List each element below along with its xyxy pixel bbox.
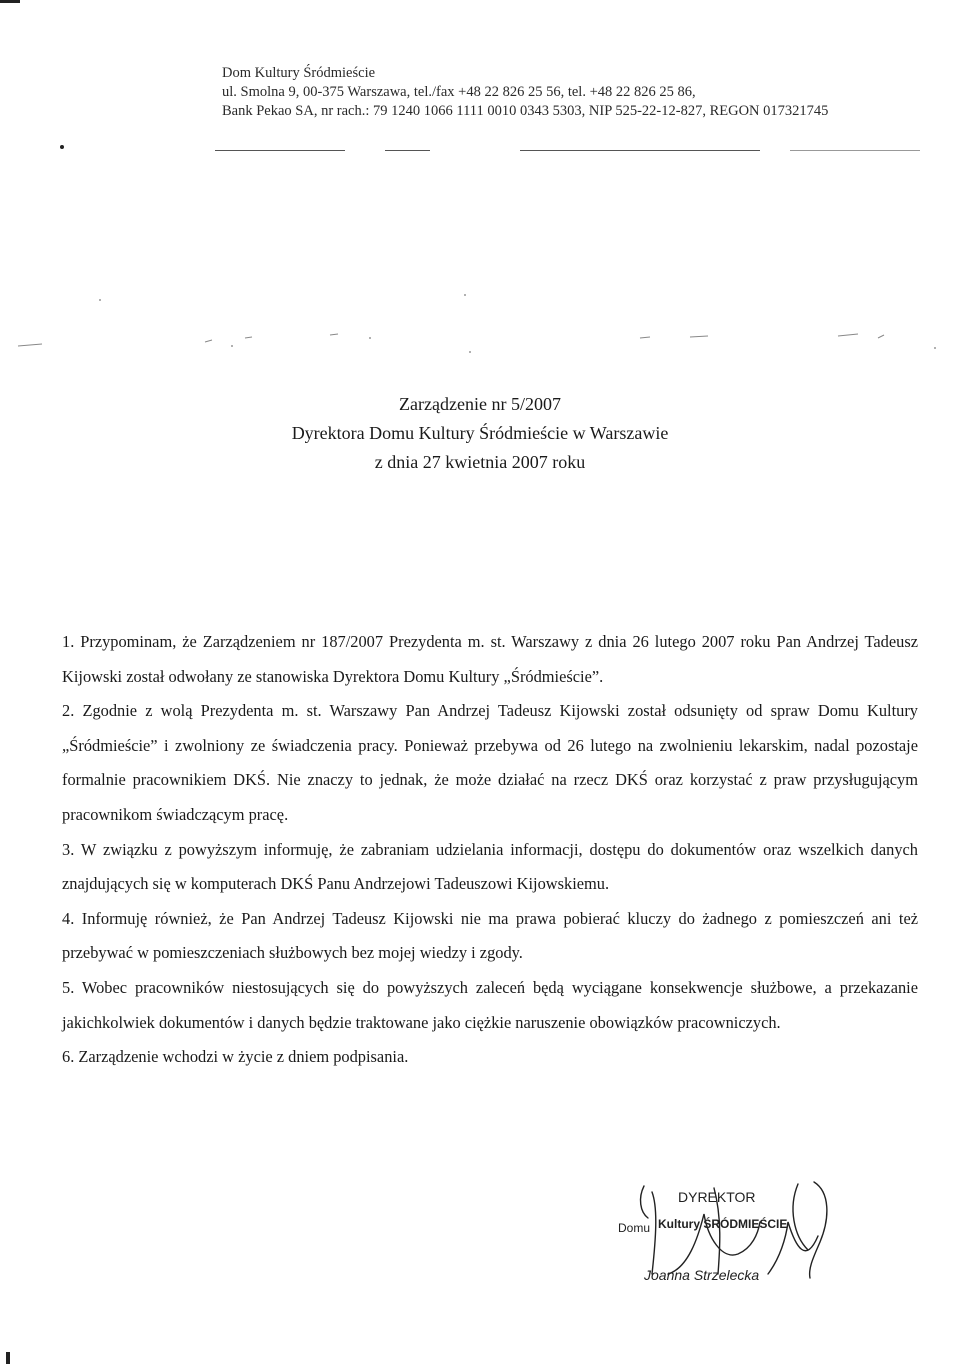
stamp-signatory: Joanna Strzelecka: [644, 1267, 760, 1283]
letterhead-rule-2: [385, 150, 430, 151]
scan-artifact-dot: [60, 145, 64, 149]
letterhead: [222, 64, 942, 121]
signature-stroke-6: [810, 1182, 827, 1278]
title-line-2: Dyrektora Domu Kultury Śródmieście w Warszawie: [291, 423, 669, 443]
letterhead-address: ul. Smolna 9, 00-375 Warszawa, tel./fax +48 22 826 25 56, tel. +48 22 826 25 86,: [222, 84, 696, 100]
point-3: 3. W związku z powyższym informuję, że zabraniam udzielania informacji, dostępu do dokumentów oraz wszelkich danych znajdujących się w komputerach DKŚ Panu Andrzejowi Tadeuszowi Kijowskiemu.: [62, 839, 918, 894]
point-5: 5. Wobec pracowników niestosujących się do powyższych zaleceń będą wyciągane konsekwencje służbowe, a przekazanie jakichkolwiek dokumentów i danych będzie traktowane jako ciężkie naruszenie obowiązków pracowniczych.: [62, 977, 918, 1032]
document-title: [0, 390, 960, 477]
signature-stroke-2: [652, 1192, 656, 1274]
scan-artifact-bottom: [6, 1352, 10, 1364]
stamp-line-2-name: Kultury ŚRÓDMIEŚCIE: [658, 1217, 788, 1231]
title-line-3: z dnia 27 kwietnia 2007 roku: [374, 452, 586, 472]
stamp-line-2-prefix: Domu: [618, 1221, 651, 1235]
director-stamp: [618, 1178, 838, 1288]
scan-artifact-top: [0, 0, 20, 3]
stamp-line-1: DYREKTOR: [678, 1189, 756, 1205]
signature-stroke-1: [641, 1186, 648, 1218]
scan-specks: [0, 290, 960, 370]
letterhead-rule-1: [215, 150, 345, 151]
letterhead-rule-3: [520, 150, 760, 151]
letterhead-rule-4: [790, 150, 920, 151]
letterhead-bank: Bank Pekao SA, nr rach.: 79 1240 1066 1111 0010 0343 5303, NIP 525-22-12-827, REGON 017321745: [222, 103, 829, 119]
point-1: 1. Przypominam, że Zarządzeniem nr 187/2007 Prezydenta m. st. Warszawy z dnia 26 lutego 2007 roku Pan Andrzej Tadeusz Kijowski został odwołany ze stanowiska Dyrektora Domu Kultury „Śródmieście”.: [62, 632, 918, 686]
point-2: 2. Zgodnie z wolą Prezydenta m. st. Warszawy Pan Andrzej Tadeusz Kijowski został odsunięty od spraw Domu Kultury „Śródmieście” i zwolniony ze świadczenia pracy. Ponieważ przebywa od 26 lutego na zwolnieniu lekarskim, nadal pozostaje formalnie pracownikiem DKŚ. Nie znaczy to jednak, że może działać na rzecz DKŚ oraz korzystać z praw przysługującym pracownikom świadczącym pracę.: [62, 701, 918, 824]
document-body: [62, 625, 918, 1075]
point-4: 4. Informuję również, że Pan Andrzej Tadeusz Kijowski nie ma prawa pobierać kluczy do żadnego z pomieszczeń ani też przebywać w pomieszczeniach służbowych bez mojej wiedzy i zgody.: [62, 908, 918, 963]
stamp-svg: [618, 1178, 838, 1288]
letterhead-name: Dom Kultury Śródmieście: [222, 65, 376, 81]
point-6: 6. Zarządzenie wchodzi w życie z dniem podpisania.: [62, 1047, 409, 1067]
title-line-1: Zarządzenie nr 5/2007: [399, 394, 561, 414]
